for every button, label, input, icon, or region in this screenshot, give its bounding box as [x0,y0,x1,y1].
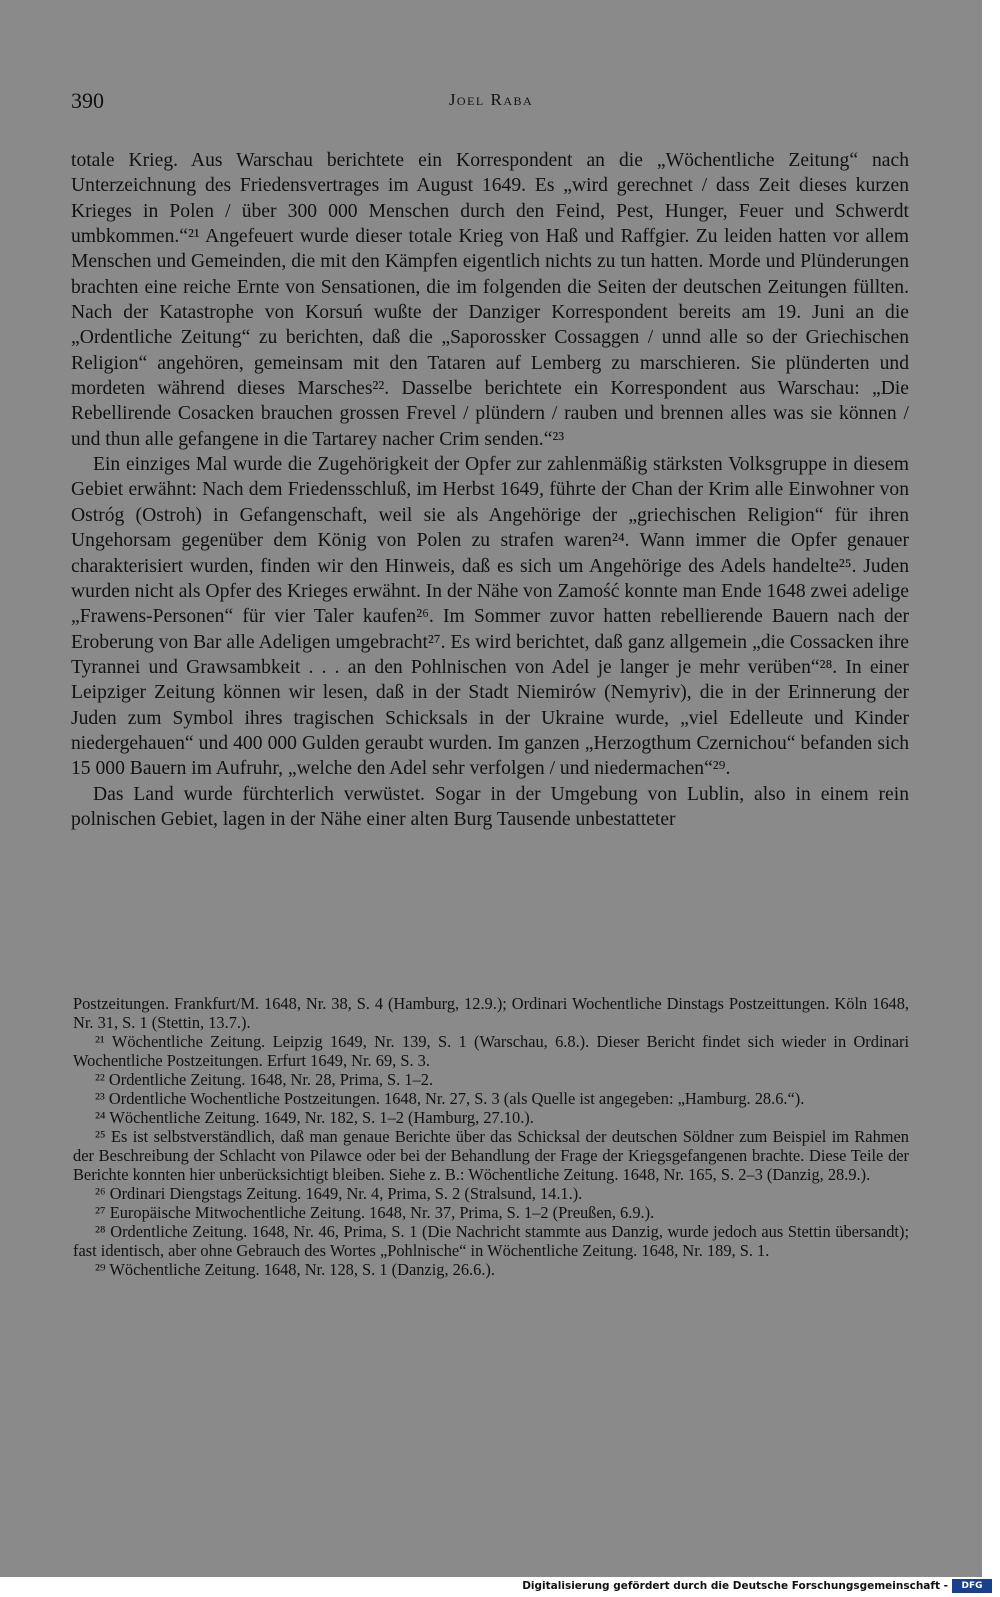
footnote: ²¹ Wöchentliche Zeitung. Leipzig 1649, Nr. 139, S. 1 (Warschau, 6.8.). Dieser Bericht findet sich wieder in Ordinari Wochentliche Postzeitungen. Erfurt 1649, Nr. 69, S. 3. [73,1032,909,1070]
body-paragraph: totale Krieg. Aus Warschau berichtete ein Korrespondent an die „Wöchentliche Zeitung“ nach Unterzeichnung des Friedensvertrages im August 1649. Es „wird gerechnet / dass Zeit dieses kurzen Krieges in Polen / über 300 000 Menschen durch den Feind, Pest, Hunger, Feuer und Schwerdt umbkommen.“²¹ Angefeuert wurde dieser totale Krieg von Haß und Raffgier. Zu leiden hatten vor allem Menschen und Gemeinden, die mit den Kämpfen eigentlich nichts zu tun hatten. Morde und Plünderungen brachten eine reiche Ernte von Sensationen, die im folgenden die Seiten der deutschen Zeitungen füllten. Nach der Katastrophe von Korsuń wußte der Danziger Korrespondent bereits am 19. Juni an die „Ordentliche Zeitung“ zu berichten, daß die „Saporossker Cossaggen / unnd alle so der Griechischen Religion“ angehören, gemeinsam mit den Tataren auf Lemberg zu marschieren. Sie plünderten und mordeten während dieses Marsches²². Dasselbe berichtete ein Korrespondent aus Warschau: „Die Rebellirende Cosacken brauchen grossen Frevel / plündern / rauben und brennen alles was sie können / und thun alle gefangene in die Tartarey nacher Crim senden.“²³ [71,150,909,450]
footnote: ²³ Ordentliche Wochentliche Postzeitungen. 1648, Nr. 27, S. 3 (als Quelle ist angegeben: „Hamburg. 28.6.“). [95,1089,805,1108]
footnote: ²⁶ Ordinari Diengstags Zeitung. 1649, Nr. 4, Prima, S. 2 (Stralsund, 14.1.). [95,1184,583,1203]
body-paragraph: Das Land wurde fürchterlich verwüstet. Sogar in der Umgebung von Lublin, also in einem rein polnischen Gebiet, lagen in der Nähe einer alten Burg Tausende unbestatteter [71,783,909,830]
running-head: Joel Raba [448,90,534,109]
footnote: ²⁸ Ordentliche Zeitung. 1648, Nr. 46, Prima, S. 1 (Die Nachricht stammte aus Danzig, wurde jedoch aus Stettin übersandt); fast identisch, aber ohne Gebrauch des Wortes „Pohlnische“ in Wöchentliche Zeitung. 1648, Nr. 189, S. 1. [73,1222,909,1260]
footnote: Postzeitungen. Frankfurt/M. 1648, Nr. 38, S. 4 (Hamburg, 12.9.); Ordinari Wochentliche Dinstags Postzeittungen. Köln 1648, Nr. 31, S. 1 (Stettin, 13.7.). [73,994,909,1032]
footnote: ²⁵ Es ist selbstverständlich, daß man genaue Berichte über das Schicksal der deutschen Söldner zum Beispiel im Rahmen der Beschreibung der Schlacht von Pilawce oder bei der Behandlung der Frage der Kriegsgefangenen brachte. Diese Teile der Berichte konnten hier unberücksichtigt bleiben. Siehe z. B.: Wöchentliche Zeitung. 1648, Nr. 165, S. 2–3 (Danzig, 28.9.). [73,1127,909,1184]
page-header [71,88,911,122]
footnote: ²² Ordentliche Zeitung. 1648, Nr. 28, Prima, S. 1–2. [95,1070,434,1089]
footnote: ²⁴ Wöchentliche Zeitung. 1649, Nr. 182, S. 1–2 (Hamburg, 27.10.). [95,1108,534,1127]
footnote: ²⁷ Europäische Mitwochentliche Zeitung. 1648, Nr. 37, Prima, S. 1–2 (Preußen, 6.9.). [95,1203,655,1222]
page-number: 390 [71,88,104,113]
footnote: ²⁹ Wöchentliche Zeitung. 1648, Nr. 128, S. 1 (Danzig, 26.6.). [95,1260,495,1279]
body-paragraph: Ein einziges Mal wurde die Zugehörigkeit der Opfer zur zahlenmäßig stärksten Volksgruppe in diesem Gebiet erwähnt: Nach dem Friedensschluß, im Herbst 1649, führte der Chan der Krim alle Einwohner von Ostróg (Ostroh) in Gefangenschaft, weil sie als Angehörige der „griechischen Religion“ für ihren Ungehorsam gegenüber dem König von Polen zu strafen waren²⁴. Wann immer die Opfer genauer charakterisiert wurden, finden wir den Hinweis, daß es sich um Angehörige des Adels handelte²⁵. Juden wurden nicht als Opfer des Krieges erwähnt. In der Nähe von Zamość konnte man Ende 1648 zwei adelige „Frawens-Personen“ für vier Taler kaufen²⁶. Im Sommer zuvor hatten rebellierende Bauern nach der Eroberung von Bar alle Adeligen umgebracht²⁷. Es wird berichtet, daß ganz allgemein „die Cossacken ihre Tyrannei und Grawsambkeit . . . an den Pohlnischen von Adel je langer je mehr verüben“²⁸. In einer Leipziger Zeitung können wir lesen, daß in der Stadt Niemirów (Nemyriv), die in der Erinnerung der Juden zum Symbol ihres tragischen Schicksals in der Ukraine wurde, „viel Edelleute und Kinder niedergehauen“ und 400 000 Gulden geraubt wurden. Im ganzen „Herzogthum Czernichou“ befanden sich 15 000 Bauern im Aufruhr, „welche den Adel sehr verfolgen / und niedermachen“²⁹. [71,454,909,780]
credit-bar [0,1577,1000,1597]
credit-line: Digitalisierung gefördert durch die Deutsche Forschungsgemeinschaft - [522,1580,948,1592]
dfg-logo-icon: DFG [952,1579,992,1593]
footnotes [73,994,909,1279]
body-text [71,148,909,832]
